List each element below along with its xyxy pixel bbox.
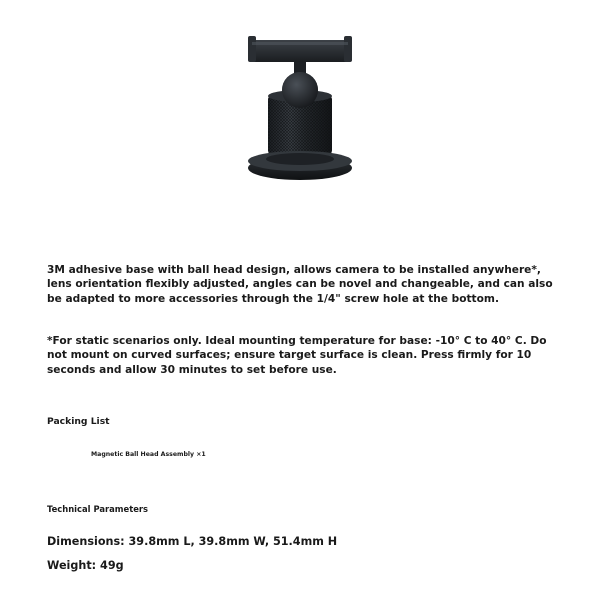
usage-note: *For static scenarios only. Ideal mounting temperature for base: -10° C to 40° C. Do not mount on curved surfaces; ensure target surface is clean. Press firmly for 10 seconds and allow 30 minutes to set before use. (47, 335, 547, 376)
product-description: 3M adhesive base with ball head design, allows camera to be installed anywhere*, lens orientation flexibly adjusted, angles can be novel and changeable, and can also be adapted to more accessories through the 1/4" screw hole at the bottom. (47, 264, 553, 305)
technical-parameters-heading: Technical Parameters (47, 504, 148, 514)
magnetic-ball-head-mount-icon (236, 30, 364, 184)
spec-weight: Weight: 49g (47, 559, 124, 572)
packing-list-item: Magnetic Ball Head Assembly ×1 (91, 451, 206, 458)
spec-dimensions: Dimensions: 39.8mm L, 39.8mm W, 51.4mm H (47, 535, 338, 548)
packing-list-heading: Packing List (47, 416, 110, 427)
